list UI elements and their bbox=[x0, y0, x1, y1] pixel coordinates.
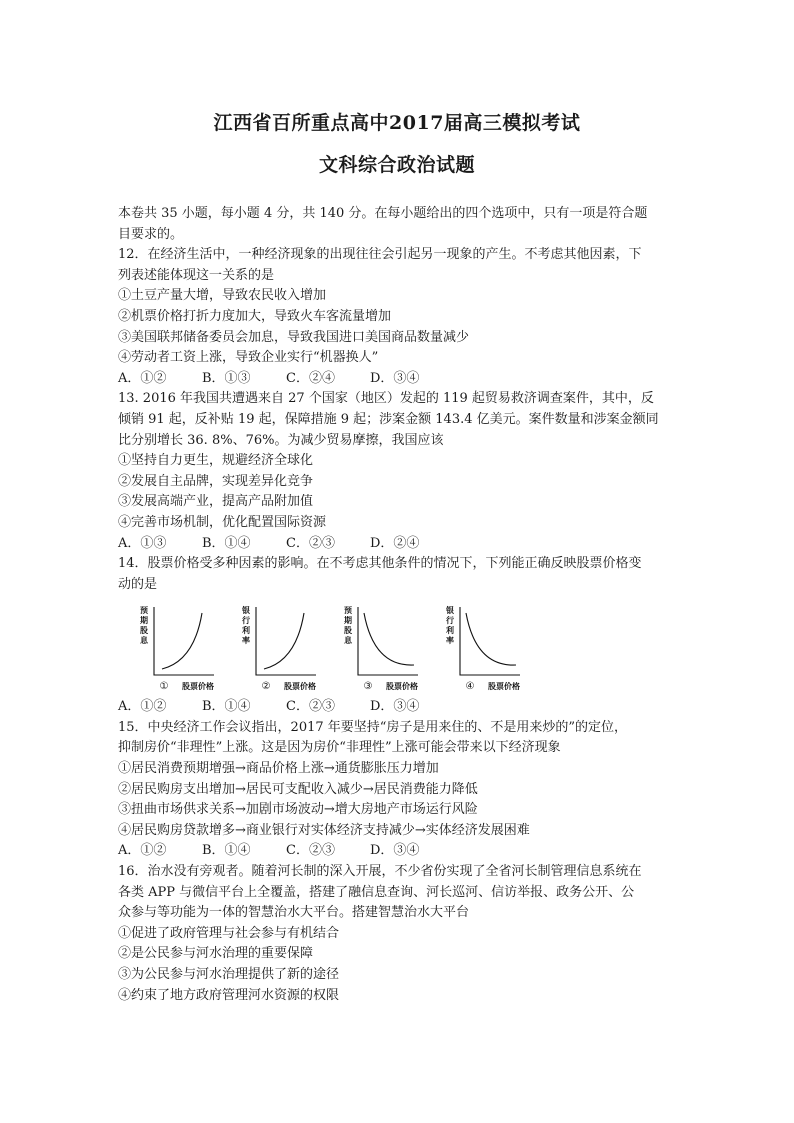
answer-options bbox=[118, 697, 678, 718]
statement-item: ①土豆产量大增，导致农民收入增加 bbox=[118, 288, 327, 304]
figure-curve bbox=[162, 613, 202, 669]
intro-line: 目要求的。 bbox=[118, 226, 184, 242]
figure-ylabel-char: 行 bbox=[446, 616, 454, 626]
statement-item: ④约束了地方政府管理河水资源的权限 bbox=[118, 987, 340, 1003]
figure-xlabel: 股票价格 bbox=[182, 682, 214, 692]
option-d: D．③④ bbox=[370, 699, 420, 715]
figures-svg bbox=[118, 601, 538, 693]
figure-curve bbox=[364, 613, 414, 665]
option-c: C．②③ bbox=[286, 535, 335, 551]
option-b: B．①④ bbox=[202, 535, 251, 551]
option-c: C．②④ bbox=[286, 370, 335, 386]
statement-item: ③美国联邦储备委员会加息，导致我国进口美国商品数量减少 bbox=[118, 329, 470, 345]
option-d: D．②④ bbox=[370, 535, 420, 551]
figure-xlabel: 股票价格 bbox=[284, 682, 316, 692]
answer-options bbox=[118, 841, 678, 862]
page-title: 江西省百所重点高中2017届高三模拟考试 bbox=[213, 112, 581, 134]
option-d: D．③④ bbox=[370, 370, 420, 386]
figure-ylabel-char: 银 bbox=[242, 606, 250, 616]
question-stem: 16．治水没有旁观者。随着河长制的深入开展，不少省份实现了全省河长制管理信息系统在 bbox=[118, 864, 642, 880]
figure-ylabel-char: 预 bbox=[140, 606, 148, 616]
question-stem: 列表述能体现这一关系的是 bbox=[118, 267, 275, 283]
statement-item: ①坚持自力更生，规避经济全球化 bbox=[118, 453, 314, 469]
statement-item: ②机票价格打折力度加大，导致火车客流量增加 bbox=[118, 308, 392, 324]
question-14 bbox=[118, 554, 678, 718]
figure-number: ① bbox=[159, 681, 169, 693]
figure-4 bbox=[445, 605, 520, 692]
question-15 bbox=[118, 718, 678, 862]
statement-item: ②居民购房支出增加→居民可支配收入减少→居民消费能力降低 bbox=[118, 781, 478, 797]
answer-options bbox=[118, 369, 678, 390]
question-stem: 动的是 bbox=[118, 576, 158, 592]
figure-xlabel: 股票价格 bbox=[488, 682, 520, 692]
figure-ylabel-char: 率 bbox=[446, 636, 454, 646]
figure-curve bbox=[466, 613, 516, 665]
option-a: A．①② bbox=[118, 699, 167, 715]
figure-ylabel-char: 行 bbox=[242, 616, 250, 626]
question-stem: 12．在经济生活中，一种经济现象的出现往往会引起另一现象的产生。不考虑其他因素，下 bbox=[118, 247, 642, 263]
figure-ylabel-char: 利 bbox=[446, 626, 454, 636]
statement-item: ①居民消费预期增强→商品价格上涨→通货膨胀压力增加 bbox=[118, 761, 439, 777]
figure-1 bbox=[140, 605, 214, 692]
figure-ylabel-char: 利 bbox=[242, 626, 250, 636]
question-stem: 众参与等功能为一体的智慧治水大平台。搭建智慧治水大平台 bbox=[118, 905, 470, 921]
figure-ylabel-char: 股 bbox=[344, 626, 352, 636]
option-a: A．①② bbox=[118, 370, 167, 386]
option-c: C．②③ bbox=[286, 699, 335, 715]
option-a: A．①② bbox=[118, 843, 167, 859]
statement-item: ④完善市场机制，优化配置国际资源 bbox=[118, 514, 327, 530]
option-b: B．①④ bbox=[202, 699, 251, 715]
question-stem: 抑制房价“非理性”上涨。这是因为房价“非理性”上涨可能会带来以下经济现象 bbox=[118, 740, 561, 756]
question-16 bbox=[118, 862, 678, 1006]
exam-content bbox=[118, 204, 678, 1006]
option-a: A．①③ bbox=[118, 535, 167, 551]
figure-ylabel-char: 息 bbox=[344, 636, 352, 646]
question-stem: 13. 2016 年我国共遭遇来自 27 个国家（地区）发起的 119 起贸易救济调查案件，其中，反 bbox=[118, 391, 654, 407]
figure-ylabel-char: 息 bbox=[140, 636, 148, 646]
figure-ylabel-char: 银 bbox=[446, 606, 454, 616]
statement-item: ①促进了政府管理与社会参与有机结合 bbox=[118, 925, 340, 941]
intro-line: 本卷共 35 小题，每小题 4 分，共 140 分。在每小题给出的四个选项中，只有一项是符合题 bbox=[118, 206, 648, 221]
figure-ylabel-char: 期 bbox=[344, 616, 352, 626]
option-d: D．③④ bbox=[370, 843, 420, 859]
figure-number: ④ bbox=[465, 681, 475, 693]
figure-number: ② bbox=[261, 681, 271, 693]
statement-item: ②发展自主品牌，实现差异化竞争 bbox=[118, 473, 314, 489]
figure-2 bbox=[241, 605, 316, 692]
answer-options bbox=[118, 534, 678, 555]
figure-axes bbox=[154, 607, 214, 675]
statement-item: ③为公民参与河水治理提供了新的途径 bbox=[118, 967, 340, 982]
option-b: B．①③ bbox=[202, 370, 251, 386]
stock-price-figures bbox=[118, 601, 678, 693]
figure-axes bbox=[256, 607, 316, 675]
question-stem: 14．股票价格受多种因素的影响。在不考虑其他条件的情况下，下列能正确反映股票价格变 bbox=[118, 556, 642, 572]
page-subtitle: 文科综合政治试题 bbox=[318, 154, 475, 176]
statement-item: ④居民购房贷款增多→商业银行对实体经济支持减少→实体经济发展困难 bbox=[118, 822, 530, 838]
figure-ylabel-char: 股 bbox=[140, 626, 148, 636]
option-c: C．②③ bbox=[286, 843, 335, 859]
statement-item: ②是公民参与河水治理的重要保障 bbox=[118, 946, 314, 962]
question-stem: 倾销 91 起，反补贴 19 起，保障措施 9 起；涉案金额 143.4 亿美元。案件数量和涉案金额同 bbox=[118, 411, 659, 427]
question-12 bbox=[118, 245, 678, 389]
question-stem: 比分别增长 36. 8%、76%。为减少贸易摩擦，我国应该 bbox=[118, 432, 444, 448]
figure-ylabel-char: 期 bbox=[140, 616, 148, 626]
statement-item: ④劳动者工资上涨，导致企业实行“机器换人” bbox=[118, 350, 379, 366]
figure-xlabel: 股票价格 bbox=[386, 682, 418, 692]
figure-number: ③ bbox=[363, 681, 373, 693]
question-13 bbox=[118, 389, 678, 554]
figure-ylabel-char: 率 bbox=[242, 636, 250, 646]
figure-curve bbox=[264, 613, 304, 669]
question-stem: 15．中央经济工作会议指出，2017 年要坚持“房子是用来住的、不是用来炒的”的定位， bbox=[118, 719, 628, 735]
option-b: B．①④ bbox=[202, 843, 251, 859]
figure-3 bbox=[344, 605, 418, 692]
figure-ylabel-char: 预 bbox=[344, 606, 352, 616]
statement-item: ③扭曲市场供求关系→加剧市场波动→增大房地产市场运行风险 bbox=[118, 802, 478, 818]
question-stem: 各类 APP 与微信平台上全覆盖，搭建了融信息查询、河长巡河、信访举报、政务公开、公 bbox=[118, 884, 635, 900]
statement-item: ③发展高端产业，提高产品附加值 bbox=[118, 494, 314, 510]
